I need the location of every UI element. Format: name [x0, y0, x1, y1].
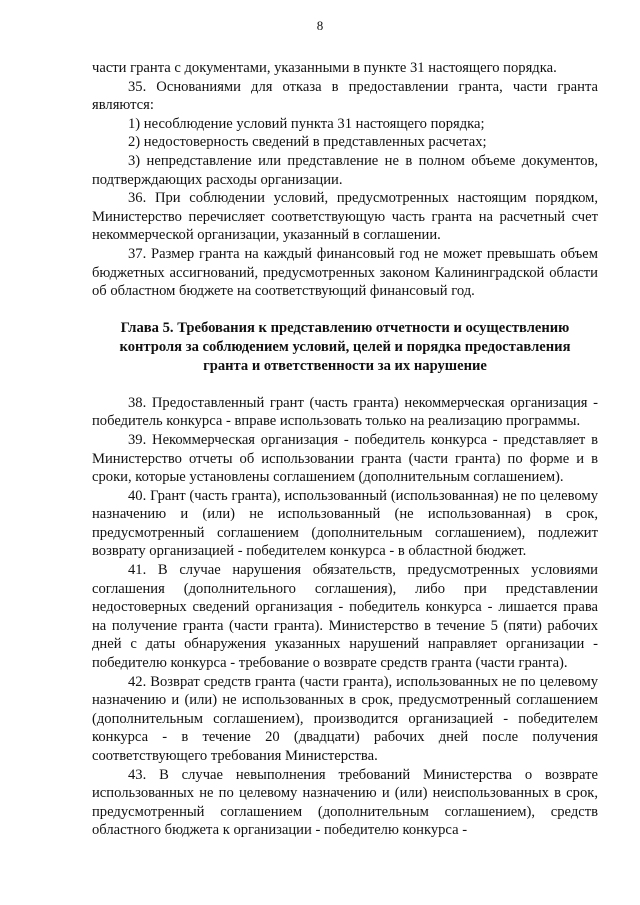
paragraph-42: 42. Возврат средств гранта (части гранта), использованных не по целевому назначению и (или) не использованных в срок, предусмотренный соглашением (дополнительным соглашением), производится организацией - победителем конкурса - в течение 20 (двадцати) рабочих дней после получения соответствующего требования Министерства. — [92, 673, 598, 764]
page-number: 8 — [316, 18, 324, 33]
paragraph-41: 41. В случае нарушения обязательств, предусмотренных условиями соглашения (дополнительного соглашения), либо при представлении недостоверных сведений организация - победитель конкурса - лишается права на получение гранта (части гранта). Министерство в течение 5 (пяти) рабочих дней с даты обнаружения указанных нарушений направляет организации - победителю конкурса - требование о возврате средств гранта (части гранта). — [92, 562, 598, 672]
paragraph-40: 40. Грант (часть гранта), использованный (использованная) не по целевому назначению и (или) не использованный (не использованная) в срок, предусмотренный соглашением (дополнительным соглашением), подлежит возврату организацией - победителем конкурса - в областной бюджет. — [92, 487, 598, 560]
paragraph-38: 38. Предоставленный грант (часть гранта) некоммерческая организация - победитель конкурса - вправе использовать только на реализацию программы. — [92, 394, 598, 430]
paragraph-43: 43. В случае невыполнения требований Министерства о возврате использованных не по целевому назначению и (или) неиспользованных в срок, предусмотренный соглашением (дополнительным соглашением), средств областного бюджета к организации - победителю конкурса - — [92, 766, 598, 839]
list-item-3: 3) непредставление или представление не в полном объеме документов, подтверждающих расходы организации. — [92, 152, 598, 188]
list-item-2: 2) недостоверность сведений в представленных расчетах; — [128, 134, 487, 151]
paragraph-37: 37. Размер гранта на каждый финансовый год не может превышать объем бюджетных ассигнований, предусмотренных законом Калининградской области об областном бюджете на соответствующий финансовый год. — [92, 245, 598, 300]
paragraph-39: 39. Некоммерческая организация - победитель конкурса - представляет в Министерство отчеты об использовании гранта (части гранта) по форме и в сроки, которые установлены соглашением (дополнительным соглашением). — [92, 431, 598, 486]
paragraph-continuation: части гранта с документами, указанными в пункте 31 настоящего порядка. — [92, 60, 557, 76]
document-body — [92, 59, 598, 840]
chapter-5-heading: Глава 5. Требования к представлению отчетности и осуществлению контроля за соблюдением условий, целей и порядка предоставления гранта и ответственности за их нарушение — [119, 319, 571, 374]
paragraph-36: 36. При соблюдении условий, предусмотренных настоящим порядком, Министерство перечисляет соответствующую часть гранта на расчетный счет некоммерческой организации, указанный в соглашении. — [92, 190, 598, 244]
list-item-1: 1) несоблюдение условий пункта 31 настоящего порядка; — [128, 115, 485, 132]
paragraph-35: 35. Основаниями для отказа в предоставлении гранта, части гранта являются: — [92, 78, 598, 114]
